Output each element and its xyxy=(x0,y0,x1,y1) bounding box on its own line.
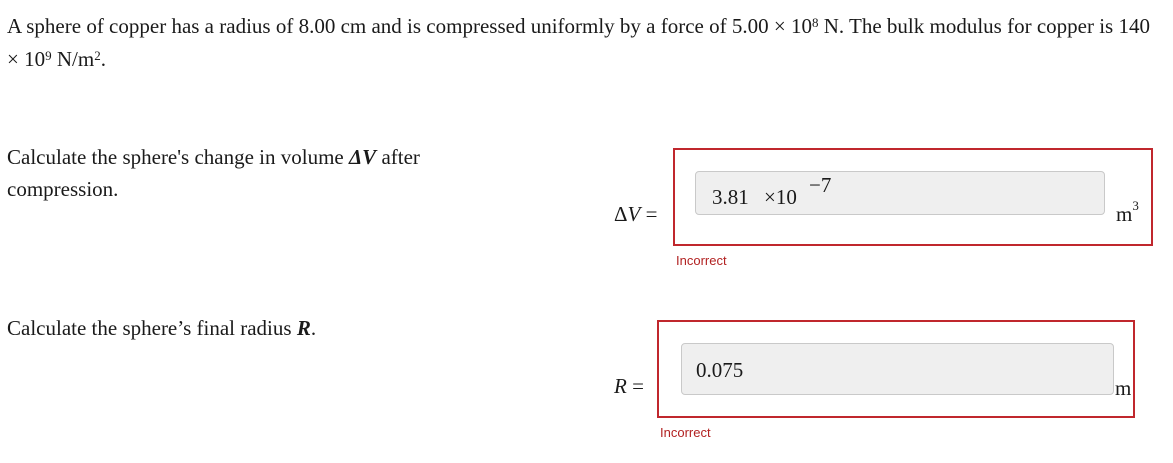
question1-answer-input[interactable] xyxy=(695,171,1105,215)
question1-prompt-symbol: ΔV xyxy=(349,145,377,169)
question2-unit: m xyxy=(1115,376,1132,400)
question2-prompt-after: . xyxy=(310,316,317,340)
modulus-exponent: 9 xyxy=(45,48,52,63)
question1-feedback: Incorrect xyxy=(676,253,727,268)
question1-equation-label xyxy=(614,202,657,226)
question2-prompt-symbol: R xyxy=(296,316,311,340)
question1-unit xyxy=(1116,198,1139,227)
delta-symbol: Δ xyxy=(614,202,628,226)
question2-equation-label xyxy=(614,374,644,398)
question2-answer-value: 0.075 xyxy=(696,358,744,382)
question1-answer-times: ×10 xyxy=(764,185,797,209)
problem-statement xyxy=(7,10,1157,76)
question2-prompt xyxy=(7,312,477,344)
question1-variable: V xyxy=(627,202,641,226)
question1-prompt-after: after compression. xyxy=(7,145,420,201)
problem-text-part4: . xyxy=(100,47,106,71)
question1-unit-exponent: 3 xyxy=(1132,198,1139,213)
problem-text-part2: N. The bulk modulus for copper is 140 × 10 xyxy=(7,14,1150,71)
question1-answer-mantissa: 3.81 xyxy=(712,185,749,209)
problem-text-part3: N/m xyxy=(51,47,95,71)
question2-answer-box xyxy=(657,320,1135,418)
question1-equals: = xyxy=(640,202,658,226)
question2-prompt-text: Calculate the sphere’s final radius xyxy=(7,316,297,340)
question1-unit-base: m xyxy=(1116,202,1133,226)
area-exponent: 2 xyxy=(94,48,101,63)
problem-text-part1: A sphere of copper has a radius of 8.00 cm and is compressed uniformly by a force of 5.00 × 10 xyxy=(7,14,812,38)
question2-equals: = xyxy=(626,374,644,398)
force-exponent: 8 xyxy=(811,15,819,30)
question1-prompt xyxy=(7,141,477,205)
question1-answer-exponent: −7 xyxy=(809,173,832,197)
question2-variable: R xyxy=(614,374,627,398)
question2-answer-input[interactable] xyxy=(681,343,1114,395)
question1-prompt-text: Calculate the sphere's change in volume xyxy=(7,145,349,169)
question1-answer-box xyxy=(673,148,1153,246)
question2-feedback: Incorrect xyxy=(660,425,711,440)
